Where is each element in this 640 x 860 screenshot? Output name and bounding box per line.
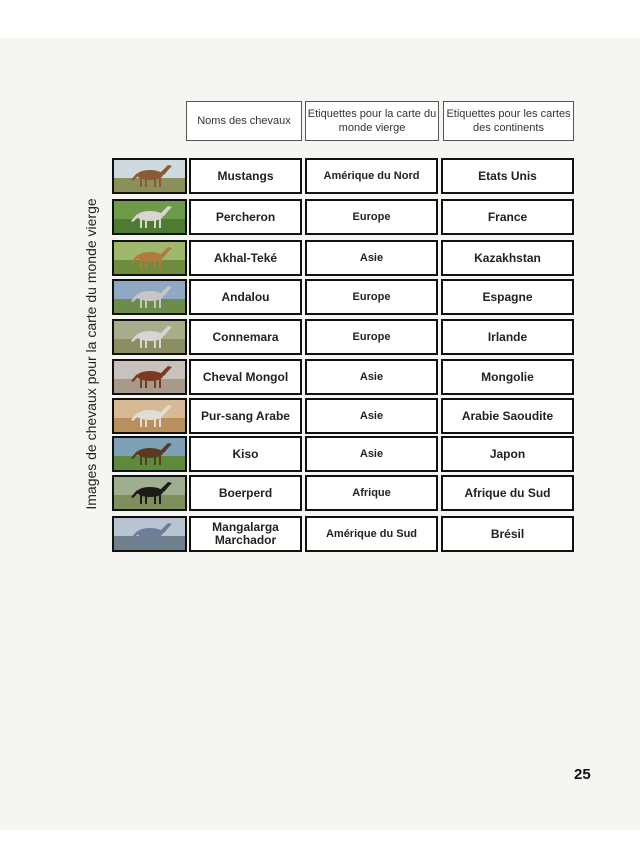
table-row (0, 279, 640, 319)
continent-label: Europe (305, 319, 438, 355)
continent-label: Amérique du Nord (305, 158, 438, 194)
country-label: Mongolie (441, 359, 574, 395)
table-row (0, 475, 640, 515)
horse-name: Kiso (189, 436, 302, 472)
country-label: Kazakhstan (441, 240, 574, 276)
horse-photo (112, 158, 187, 194)
country-label: France (441, 199, 574, 235)
table-row (0, 516, 640, 556)
horse-name: Akhal-Teké (189, 240, 302, 276)
continent-label: Asie (305, 359, 438, 395)
horse-photo (112, 398, 187, 434)
horse-photo (112, 319, 187, 355)
continent-label: Asie (305, 398, 438, 434)
horse-photo (112, 199, 187, 235)
horse-photo (112, 516, 187, 552)
table-row (0, 158, 640, 198)
horse-name: Connemara (189, 319, 302, 355)
horse-name: Percheron (189, 199, 302, 235)
table-row (0, 199, 640, 239)
horse-photo (112, 359, 187, 395)
continent-label: Asie (305, 436, 438, 472)
horse-photo (112, 436, 187, 472)
header-continent-labels: Etiquettes pour les cartes des continents (443, 101, 574, 141)
horse-photo (112, 279, 187, 315)
continent-label: Europe (305, 279, 438, 315)
country-label: Afrique du Sud (441, 475, 574, 511)
table-row (0, 436, 640, 476)
header-world-labels: Etiquettes pour la carte du monde vierge (305, 101, 439, 141)
horse-name: Mustangs (189, 158, 302, 194)
horse-name: Andalou (189, 279, 302, 315)
header-names: Noms des chevaux (186, 101, 302, 141)
continent-label: Afrique (305, 475, 438, 511)
horse-name: Cheval Mongol (189, 359, 302, 395)
horse-name: Boerperd (189, 475, 302, 511)
side-label: Images de chevaux pour la carte du monde vierge (83, 198, 99, 510)
continent-label: Europe (305, 199, 438, 235)
horse-name: Pur-sang Arabe (189, 398, 302, 434)
continent-label: Amérique du Sud (305, 516, 438, 552)
country-label: Irlande (441, 319, 574, 355)
continent-label: Asie (305, 240, 438, 276)
page-number: 25 (574, 766, 591, 783)
table-row (0, 398, 640, 438)
country-label: Japon (441, 436, 574, 472)
horse-photo (112, 475, 187, 511)
country-label: Arabie Saoudite (441, 398, 574, 434)
table-row (0, 240, 640, 280)
country-label: Etats Unis (441, 158, 574, 194)
country-label: Brésil (441, 516, 574, 552)
table-row (0, 319, 640, 359)
country-label: Espagne (441, 279, 574, 315)
horse-name: Mangalarga Marchador (189, 516, 302, 552)
table-row (0, 359, 640, 399)
horse-photo (112, 240, 187, 276)
